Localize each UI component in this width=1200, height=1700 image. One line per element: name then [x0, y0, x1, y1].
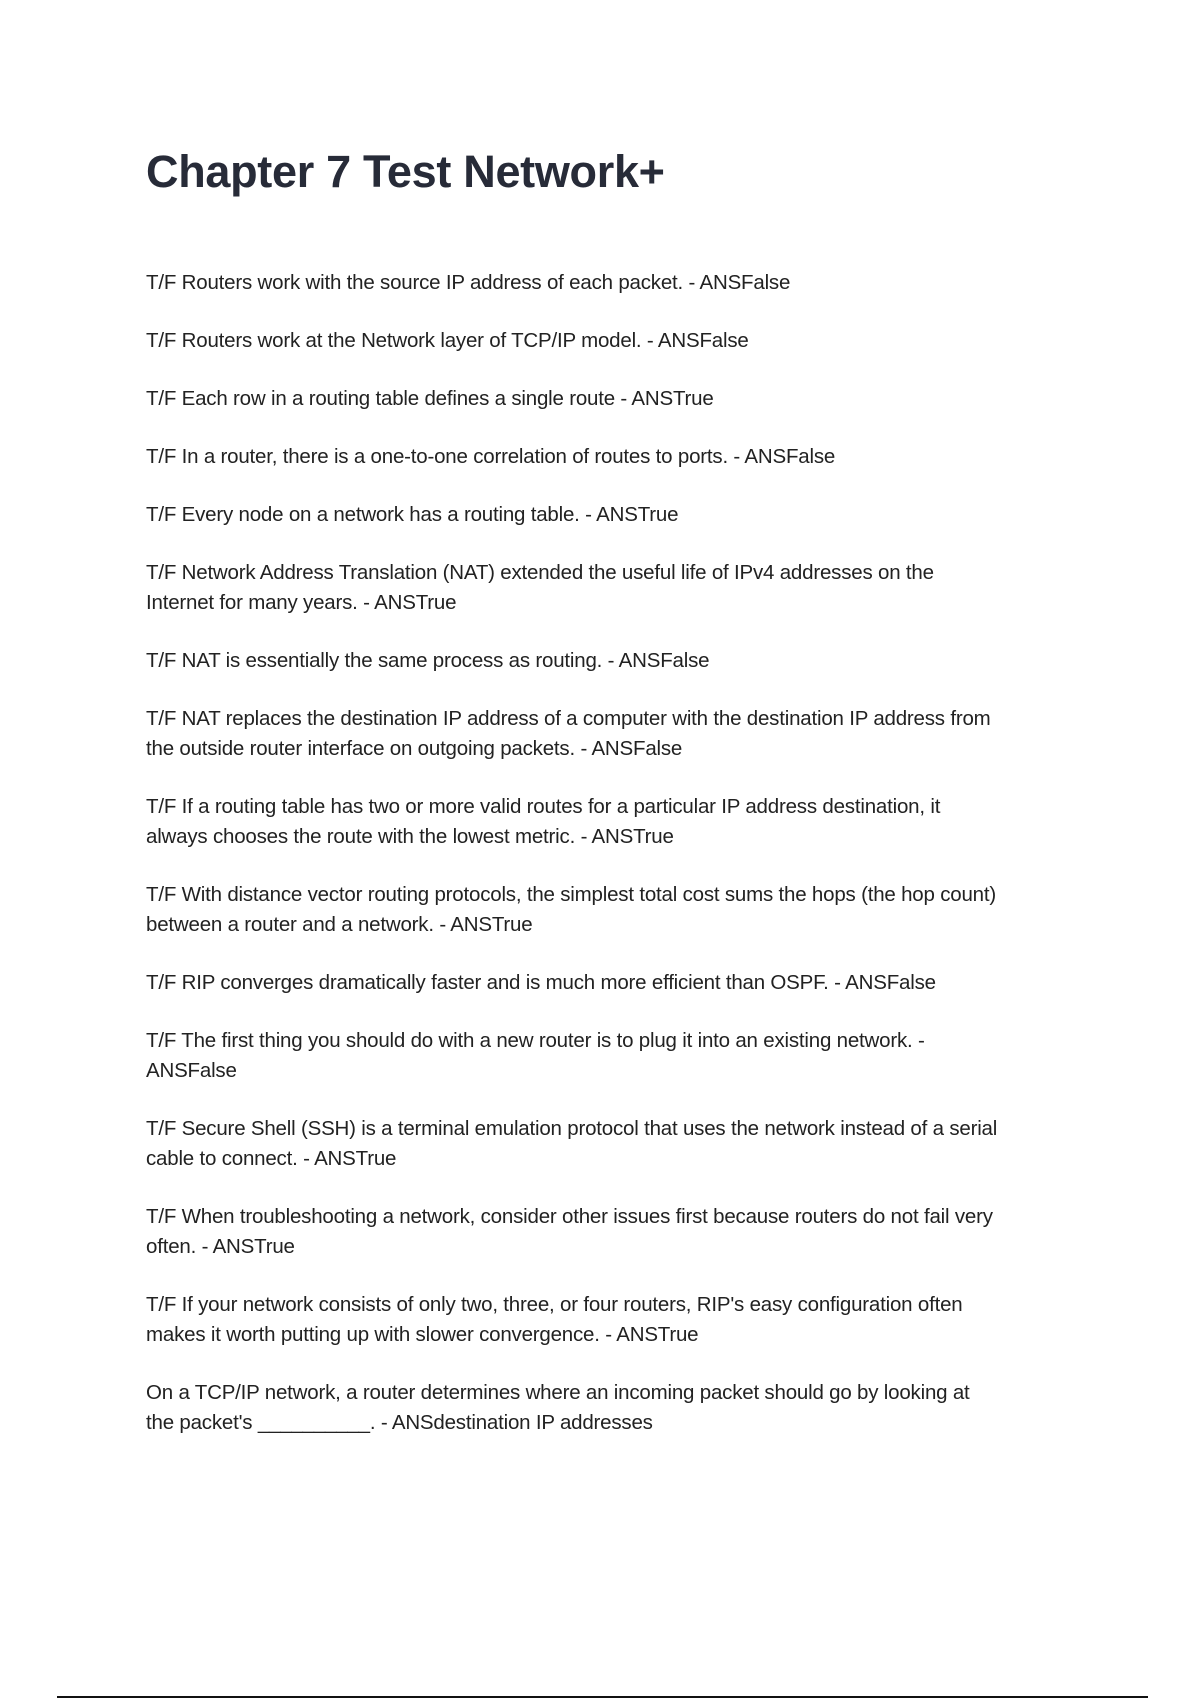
qa-item: [146, 880, 1126, 940]
qa-text-line: T/F When troubleshooting a network, consider other issues first because routers do not fail very: [146, 1205, 993, 1228]
qa-text-line: T/F Each row in a routing table defines a single route - ANSTrue: [146, 387, 714, 410]
qa-text-line: T/F The first thing you should do with a new router is to plug it into an existing network. -: [146, 1029, 925, 1052]
qa-item: [146, 968, 1126, 998]
qa-item: [146, 500, 1126, 530]
qa-item: [146, 442, 1126, 472]
qa-text-line: between a router and a network. - ANSTrue: [146, 913, 533, 936]
qa-item: [146, 1202, 1126, 1262]
qa-text-line: T/F With distance vector routing protocols, the simplest total cost sums the hops (the hop count): [146, 883, 996, 906]
qa-text-line: T/F In a router, there is a one-to-one correlation of routes to ports. - ANSFalse: [146, 445, 836, 468]
qa-text-line: T/F RIP converges dramatically faster and is much more efficient than OSPF. - ANSFalse: [146, 971, 936, 994]
qa-item: [146, 1026, 1126, 1086]
qa-text-line: the outside router interface on outgoing packets. - ANSFalse: [146, 737, 683, 760]
qa-text-line: T/F Network Address Translation (NAT) extended the useful life of IPv4 addresses on the: [146, 561, 934, 584]
qa-text-line: often. - ANSTrue: [146, 1235, 295, 1258]
page-title: Chapter 7 Test Network+: [146, 146, 665, 197]
qa-item: [146, 704, 1126, 764]
qa-item: [146, 1378, 1126, 1438]
qa-text-line: the packet's __________. - ANSdestination IP addresses: [146, 1411, 653, 1434]
qa-text-line: T/F Secure Shell (SSH) is a terminal emulation protocol that uses the network instead of a serial: [146, 1117, 998, 1140]
qa-list: [146, 268, 1126, 1466]
footer-divider: [57, 1696, 1148, 1698]
qa-text-line: On a TCP/IP network, a router determines where an incoming packet should go by looking at: [146, 1381, 970, 1404]
qa-item: [146, 792, 1126, 852]
qa-text-line: T/F NAT is essentially the same process as routing. - ANSFalse: [146, 649, 710, 672]
qa-text-line: T/F Every node on a network has a routing table. - ANSTrue: [146, 503, 679, 526]
qa-text-line: always chooses the route with the lowest metric. - ANSTrue: [146, 825, 674, 848]
qa-item: [146, 384, 1126, 414]
qa-item: [146, 268, 1126, 298]
qa-item: [146, 646, 1126, 676]
qa-text-line: T/F If a routing table has two or more valid routes for a particular IP address destination, it: [146, 795, 941, 818]
qa-item: [146, 326, 1126, 356]
qa-text-line: T/F Routers work with the source IP address of each packet. - ANSFalse: [146, 271, 791, 294]
qa-text-line: T/F If your network consists of only two, three, or four routers, RIP's easy configuration often: [146, 1293, 963, 1316]
qa-text-line: T/F NAT replaces the destination IP address of a computer with the destination IP address from: [146, 707, 991, 730]
qa-item: [146, 1114, 1126, 1174]
qa-text-line: cable to connect. - ANSTrue: [146, 1147, 397, 1170]
qa-text-line: ANSFalse: [146, 1059, 237, 1082]
qa-item: [146, 558, 1126, 618]
qa-text-line: T/F Routers work at the Network layer of TCP/IP model. - ANSFalse: [146, 329, 749, 352]
qa-item: [146, 1290, 1126, 1350]
qa-text-line: makes it worth putting up with slower convergence. - ANSTrue: [146, 1323, 699, 1346]
qa-text-line: Internet for many years. - ANSTrue: [146, 591, 457, 614]
